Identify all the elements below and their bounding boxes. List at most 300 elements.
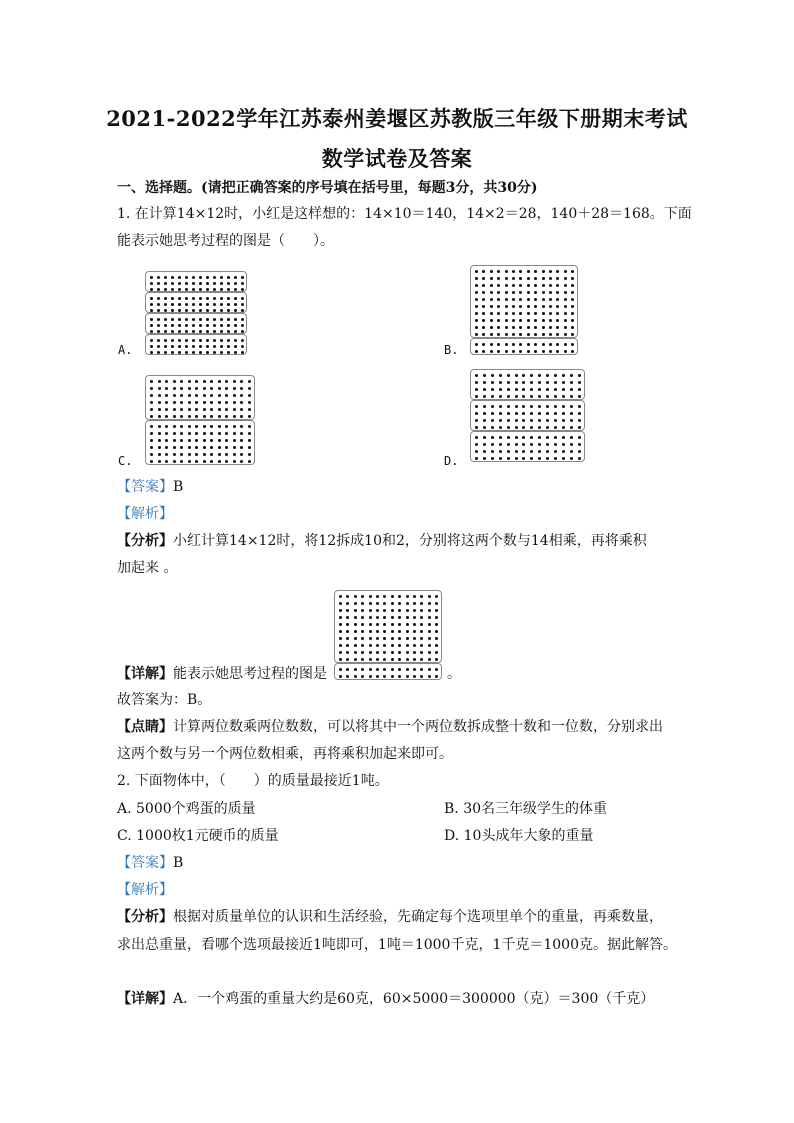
dot bbox=[150, 453, 153, 456]
dot bbox=[562, 426, 565, 429]
dot bbox=[527, 298, 530, 301]
dot bbox=[185, 324, 188, 327]
dot bbox=[406, 651, 409, 654]
dot bbox=[376, 630, 379, 633]
dot bbox=[157, 324, 160, 327]
dot bbox=[499, 388, 502, 391]
dot bbox=[398, 616, 401, 619]
q2-option-c-text: 1000枚1元硬币的质量 bbox=[136, 828, 279, 844]
dot bbox=[233, 387, 236, 390]
dot bbox=[490, 305, 493, 308]
dot bbox=[391, 623, 394, 626]
dot bbox=[435, 644, 438, 647]
dot bbox=[571, 333, 574, 336]
dot bbox=[497, 326, 500, 329]
dot bbox=[564, 312, 567, 315]
dot bbox=[491, 426, 494, 429]
dot bbox=[240, 387, 243, 390]
dot bbox=[195, 432, 198, 435]
dot bbox=[475, 381, 478, 384]
dot bbox=[507, 450, 510, 453]
dot bbox=[173, 425, 176, 428]
dot bbox=[171, 351, 174, 354]
dot bbox=[398, 637, 401, 640]
dot bbox=[199, 324, 202, 327]
dot bbox=[199, 339, 202, 342]
dot bbox=[234, 351, 237, 354]
dot bbox=[483, 443, 486, 446]
dot bbox=[195, 401, 198, 404]
dot bbox=[483, 412, 486, 415]
dot bbox=[213, 330, 216, 333]
dot bbox=[225, 446, 228, 449]
dot bbox=[530, 412, 533, 415]
dot bbox=[213, 297, 216, 300]
dot bbox=[556, 291, 559, 294]
dot bbox=[150, 439, 153, 442]
dot bbox=[519, 343, 522, 346]
dot bbox=[398, 595, 401, 598]
dot bbox=[354, 651, 357, 654]
answer-tag: 【答案】 bbox=[117, 479, 173, 495]
dot bbox=[435, 595, 438, 598]
dot bbox=[570, 426, 573, 429]
dot bbox=[220, 276, 223, 279]
dot bbox=[546, 374, 549, 377]
dot bbox=[571, 312, 574, 315]
dot bbox=[227, 324, 230, 327]
dot bbox=[475, 436, 478, 439]
dot bbox=[534, 305, 537, 308]
dot bbox=[507, 374, 510, 377]
dot bbox=[383, 675, 386, 678]
dot bbox=[554, 450, 557, 453]
dot bbox=[188, 394, 191, 397]
dot bbox=[578, 450, 581, 453]
dot bbox=[475, 326, 478, 329]
dot bbox=[562, 443, 565, 446]
dot bbox=[213, 345, 216, 348]
dot bbox=[549, 326, 552, 329]
dot bbox=[233, 415, 236, 418]
dot bbox=[564, 291, 567, 294]
dot bbox=[157, 351, 160, 354]
dot bbox=[376, 637, 379, 640]
dot bbox=[165, 425, 168, 428]
dot bbox=[240, 380, 243, 383]
dot bbox=[406, 595, 409, 598]
dot bbox=[150, 276, 153, 279]
dot bbox=[428, 658, 431, 661]
dot bbox=[369, 668, 372, 671]
dot bbox=[218, 453, 221, 456]
dot bbox=[206, 276, 209, 279]
dot bbox=[369, 602, 372, 605]
dot bbox=[354, 609, 357, 612]
dot bbox=[507, 426, 510, 429]
dot bbox=[361, 651, 364, 654]
q1-fenxi-line2: 加起来 。 bbox=[117, 560, 178, 576]
dot bbox=[188, 425, 191, 428]
dot bbox=[218, 439, 221, 442]
dot bbox=[507, 412, 510, 415]
dot bbox=[527, 305, 530, 308]
dot bbox=[218, 387, 221, 390]
dot bbox=[157, 276, 160, 279]
dot bbox=[220, 282, 223, 285]
dot bbox=[354, 595, 357, 598]
dot bbox=[339, 668, 342, 671]
dot bbox=[240, 432, 243, 435]
dot bbox=[346, 602, 349, 605]
dot bbox=[519, 291, 522, 294]
dot bbox=[346, 595, 349, 598]
dot bbox=[171, 282, 174, 285]
dot bbox=[218, 401, 221, 404]
dot bbox=[491, 381, 494, 384]
dot bbox=[369, 595, 372, 598]
q2-xiangjie bbox=[117, 989, 654, 1009]
dot bbox=[339, 658, 342, 661]
dot bbox=[185, 345, 188, 348]
dot bbox=[562, 374, 565, 377]
dot bbox=[185, 276, 188, 279]
dot bbox=[435, 609, 438, 612]
dot bbox=[203, 387, 206, 390]
dot bbox=[542, 277, 545, 280]
dot bbox=[241, 288, 244, 291]
dot bbox=[150, 303, 153, 306]
dot bbox=[413, 637, 416, 640]
dot bbox=[420, 651, 423, 654]
dot bbox=[534, 333, 537, 336]
fenxi-tag: 【分析】 bbox=[117, 533, 173, 549]
dot bbox=[542, 319, 545, 322]
q2-option-b bbox=[444, 799, 607, 819]
dot bbox=[491, 457, 494, 460]
dot bbox=[571, 305, 574, 308]
dot bbox=[361, 602, 364, 605]
dot bbox=[234, 318, 237, 321]
dot bbox=[534, 284, 537, 287]
dot-group bbox=[145, 375, 255, 420]
dot bbox=[534, 270, 537, 273]
dot bbox=[150, 380, 153, 383]
dot bbox=[376, 609, 379, 612]
dot bbox=[482, 277, 485, 280]
dot bbox=[556, 319, 559, 322]
dot bbox=[515, 457, 518, 460]
dot bbox=[165, 408, 168, 411]
dot bbox=[556, 270, 559, 273]
dot bbox=[165, 460, 168, 463]
dot bbox=[391, 675, 394, 678]
dot bbox=[361, 637, 364, 640]
dot bbox=[206, 324, 209, 327]
dot bbox=[571, 291, 574, 294]
dot bbox=[195, 446, 198, 449]
dot bbox=[483, 405, 486, 408]
dot bbox=[406, 675, 409, 678]
dot bbox=[482, 298, 485, 301]
dot bbox=[428, 616, 431, 619]
dot bbox=[534, 291, 537, 294]
dot bbox=[538, 381, 541, 384]
dot bbox=[497, 277, 500, 280]
dot bbox=[240, 408, 243, 411]
dot bbox=[383, 668, 386, 671]
dot bbox=[570, 412, 573, 415]
dot bbox=[218, 380, 221, 383]
dot bbox=[173, 453, 176, 456]
dot bbox=[339, 602, 342, 605]
dot bbox=[383, 651, 386, 654]
dot bbox=[213, 351, 216, 354]
dot bbox=[210, 446, 213, 449]
dot bbox=[413, 644, 416, 647]
dot bbox=[233, 460, 236, 463]
dot bbox=[527, 284, 530, 287]
dot bbox=[241, 330, 244, 333]
dot bbox=[491, 412, 494, 415]
dot bbox=[157, 303, 160, 306]
dot bbox=[173, 439, 176, 442]
dot bbox=[530, 374, 533, 377]
dot bbox=[546, 457, 549, 460]
dot bbox=[376, 644, 379, 647]
dot bbox=[571, 284, 574, 287]
dot bbox=[240, 415, 243, 418]
dot bbox=[376, 651, 379, 654]
dot bbox=[173, 460, 176, 463]
dot bbox=[515, 419, 518, 422]
dot-group bbox=[334, 663, 442, 680]
dot bbox=[185, 309, 188, 312]
dot bbox=[549, 270, 552, 273]
dot bbox=[505, 270, 508, 273]
dot bbox=[369, 637, 372, 640]
dot bbox=[180, 453, 183, 456]
dot bbox=[570, 405, 573, 408]
q1-option-a-label: A. bbox=[118, 343, 133, 357]
q2-option-b-label: B. bbox=[444, 801, 459, 817]
dot bbox=[240, 460, 243, 463]
dot bbox=[527, 319, 530, 322]
dot bbox=[241, 339, 244, 342]
dot bbox=[164, 282, 167, 285]
dot bbox=[150, 309, 153, 312]
dot bbox=[158, 432, 161, 435]
dot bbox=[578, 412, 581, 415]
dot bbox=[158, 394, 161, 397]
dot bbox=[497, 298, 500, 301]
q1-answer bbox=[117, 477, 183, 497]
dot bbox=[435, 637, 438, 640]
dot bbox=[554, 436, 557, 439]
dot bbox=[164, 303, 167, 306]
dot bbox=[240, 446, 243, 449]
dot bbox=[546, 405, 549, 408]
dot bbox=[185, 339, 188, 342]
dot bbox=[505, 298, 508, 301]
dot bbox=[188, 380, 191, 383]
dot bbox=[507, 457, 510, 460]
dot bbox=[171, 297, 174, 300]
dot bbox=[391, 609, 394, 612]
dot bbox=[562, 436, 565, 439]
dot bbox=[420, 658, 423, 661]
dot bbox=[505, 350, 508, 353]
dot bbox=[570, 374, 573, 377]
dot bbox=[391, 630, 394, 633]
dot bbox=[158, 460, 161, 463]
dot bbox=[475, 450, 478, 453]
q1-stem-line2: 能表示她思考过程的图是（ ）。 bbox=[117, 233, 334, 249]
dot bbox=[475, 350, 478, 353]
q2-option-d-label: D. bbox=[444, 828, 460, 844]
dot bbox=[507, 419, 510, 422]
dot bbox=[562, 412, 565, 415]
dot bbox=[241, 297, 244, 300]
dot bbox=[234, 303, 237, 306]
dot-group bbox=[145, 334, 247, 355]
dot bbox=[564, 343, 567, 346]
dot bbox=[173, 394, 176, 397]
dot bbox=[248, 425, 251, 428]
dot bbox=[490, 350, 493, 353]
dot bbox=[519, 312, 522, 315]
dot bbox=[542, 350, 545, 353]
dot bbox=[571, 277, 574, 280]
dot bbox=[578, 457, 581, 460]
dot bbox=[546, 443, 549, 446]
dot bbox=[534, 343, 537, 346]
dot bbox=[391, 602, 394, 605]
dot bbox=[199, 345, 202, 348]
dot-group bbox=[145, 420, 255, 465]
dot bbox=[519, 350, 522, 353]
section-heading: 一、选择题。(请把正确答案的序号填在括号里，每题3分，共30分) bbox=[117, 180, 538, 196]
dot bbox=[199, 330, 202, 333]
dot bbox=[420, 675, 423, 678]
dot bbox=[549, 277, 552, 280]
dot bbox=[178, 276, 181, 279]
dot bbox=[530, 388, 533, 391]
dot bbox=[578, 426, 581, 429]
dot bbox=[570, 395, 573, 398]
dot bbox=[354, 637, 357, 640]
analysis-tag: 【解析】 bbox=[117, 506, 173, 522]
dot bbox=[556, 284, 559, 287]
dot bbox=[497, 319, 500, 322]
dot-group bbox=[470, 400, 585, 431]
dot bbox=[199, 318, 202, 321]
dot bbox=[475, 298, 478, 301]
dot bbox=[178, 339, 181, 342]
dot bbox=[556, 277, 559, 280]
dot bbox=[233, 439, 236, 442]
dot bbox=[241, 309, 244, 312]
q2-fenxi-line2: 求出总重量，看哪个选项最接近1吨即可，1吨＝1000千克，1千克＝1000克。据此解答。 bbox=[117, 937, 677, 953]
dot bbox=[171, 345, 174, 348]
dot bbox=[542, 343, 545, 346]
dot bbox=[435, 658, 438, 661]
q2-option-c bbox=[117, 826, 279, 846]
dot bbox=[171, 324, 174, 327]
dot bbox=[527, 291, 530, 294]
dot bbox=[570, 388, 573, 391]
dot bbox=[188, 439, 191, 442]
dot bbox=[554, 395, 557, 398]
dot bbox=[185, 297, 188, 300]
dot bbox=[554, 443, 557, 446]
dot bbox=[527, 343, 530, 346]
dot bbox=[564, 298, 567, 301]
dot bbox=[339, 644, 342, 647]
dot bbox=[398, 609, 401, 612]
dot bbox=[203, 394, 206, 397]
dot bbox=[158, 453, 161, 456]
fenxi-text: 根据对质量单位的认识和生活经验，先确定每个选项里单个的重量，再乘数量， bbox=[173, 909, 663, 925]
dot bbox=[527, 326, 530, 329]
dot bbox=[570, 443, 573, 446]
dot bbox=[241, 282, 244, 285]
dot bbox=[234, 309, 237, 312]
dot bbox=[530, 436, 533, 439]
dot bbox=[490, 298, 493, 301]
dot bbox=[150, 425, 153, 428]
dot bbox=[497, 305, 500, 308]
dot bbox=[515, 426, 518, 429]
dot bbox=[185, 351, 188, 354]
dot bbox=[522, 426, 525, 429]
dot bbox=[562, 395, 565, 398]
dot bbox=[475, 412, 478, 415]
dot bbox=[173, 432, 176, 435]
dianjing-tag: 【点睛】 bbox=[117, 719, 173, 735]
dot bbox=[376, 668, 379, 671]
dot bbox=[564, 305, 567, 308]
dot bbox=[164, 297, 167, 300]
dot bbox=[158, 387, 161, 390]
dot bbox=[165, 387, 168, 390]
dot bbox=[505, 312, 508, 315]
dot bbox=[173, 380, 176, 383]
dot bbox=[383, 623, 386, 626]
dot bbox=[538, 419, 541, 422]
dot bbox=[188, 460, 191, 463]
dot bbox=[428, 602, 431, 605]
dot bbox=[164, 351, 167, 354]
dot bbox=[482, 319, 485, 322]
dot bbox=[220, 324, 223, 327]
dot bbox=[570, 457, 573, 460]
dot bbox=[383, 630, 386, 633]
dot bbox=[428, 630, 431, 633]
dot bbox=[538, 443, 541, 446]
dot bbox=[490, 291, 493, 294]
dot bbox=[413, 651, 416, 654]
dot bbox=[192, 345, 195, 348]
dot bbox=[483, 395, 486, 398]
dot bbox=[505, 319, 508, 322]
dot bbox=[406, 623, 409, 626]
dot bbox=[185, 282, 188, 285]
dot bbox=[225, 380, 228, 383]
dot bbox=[564, 350, 567, 353]
dot bbox=[218, 408, 221, 411]
dot bbox=[195, 394, 198, 397]
